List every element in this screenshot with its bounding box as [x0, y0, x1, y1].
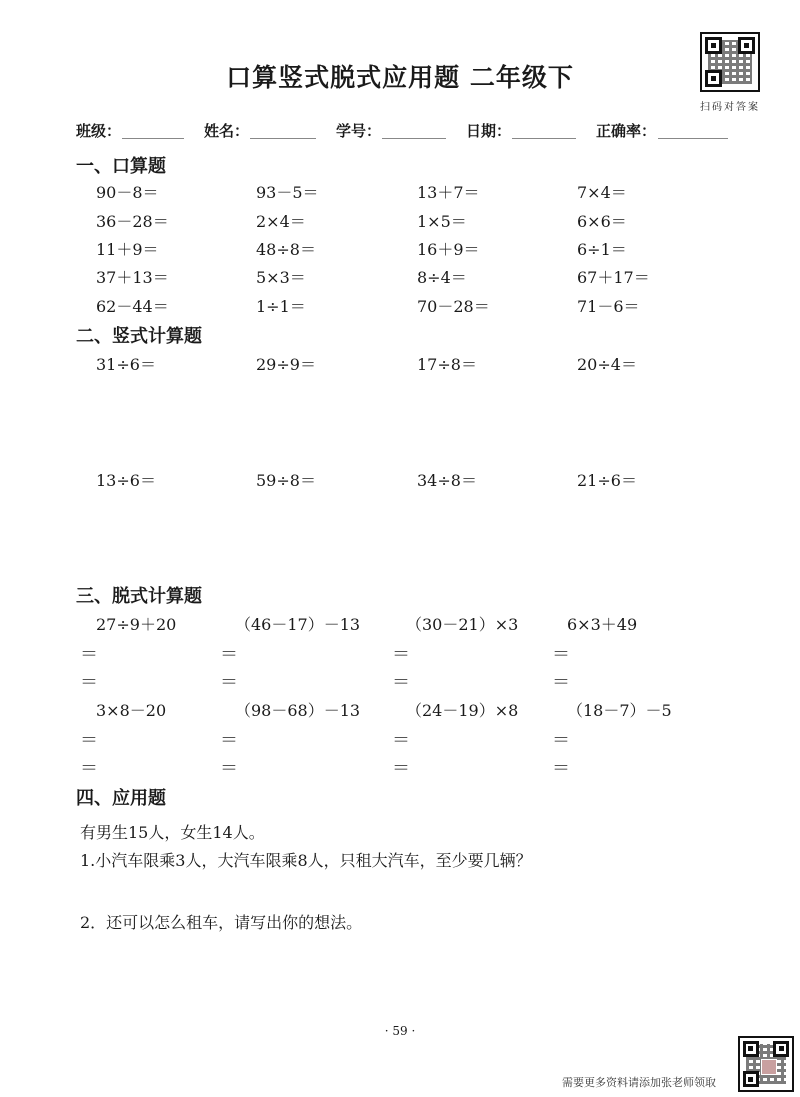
- section-stepwise-title: 三、脱式计算题: [76, 586, 202, 607]
- oral-problem: 8÷4＝: [417, 268, 467, 287]
- oral-problem: 13＋7＝: [417, 183, 480, 202]
- oral-problem: 71－6＝: [577, 297, 640, 316]
- oral-problem: 48÷8＝: [256, 240, 316, 259]
- stepwise-problem: （30－21）×3: [406, 615, 519, 634]
- equals-line: ＝: [392, 644, 410, 665]
- oral-problem: 6×6＝: [577, 212, 627, 231]
- stepwise-problem: 6×3＋49: [567, 615, 638, 634]
- equals-line: ＝: [392, 758, 410, 779]
- equals-line: ＝: [220, 672, 238, 693]
- section-oral-title: 一、口算题: [76, 156, 166, 177]
- equals-line: ＝: [392, 672, 410, 693]
- oral-problem: 62－44＝: [96, 297, 169, 316]
- accuracy-label: 正确率：: [596, 122, 657, 140]
- section-word-problem-title: 四、应用题: [76, 788, 166, 809]
- word-problem-intro: 有男生15人，女生14人。: [80, 823, 265, 842]
- stepwise-problem: （46－17）－13: [235, 615, 361, 634]
- oral-problem: 37＋13＝: [96, 268, 169, 287]
- name-blank[interactable]: [250, 138, 316, 139]
- footer-note: 需要更多资料请添加张老师领取: [562, 1076, 716, 1089]
- equals-line: ＝: [80, 644, 98, 665]
- equals-line: ＝: [220, 644, 238, 665]
- page-number: · 59 ·: [384, 1024, 416, 1038]
- stepwise-problem: 3×8－20: [96, 701, 167, 720]
- contact-qr-code-icon[interactable]: [738, 1036, 794, 1092]
- class-label: 班级：: [76, 122, 122, 140]
- section-vertical-title: 二、竖式计算题: [76, 326, 202, 347]
- oral-problem: 93－5＝: [256, 183, 319, 202]
- vertical-problem: 34÷8＝: [417, 471, 477, 490]
- date-label: 日期：: [466, 122, 512, 140]
- equals-line: ＝: [552, 644, 570, 665]
- oral-problem: 36－28＝: [96, 212, 169, 231]
- oral-problem: 5×3＝: [256, 268, 306, 287]
- stepwise-problem: （98－68）－13: [235, 701, 361, 720]
- oral-problem: 67＋17＝: [577, 268, 650, 287]
- oral-problem: 1÷1＝: [256, 297, 306, 316]
- oral-problem: 2×4＝: [256, 212, 306, 231]
- accuracy-blank[interactable]: [658, 138, 728, 139]
- page-title: 口算竖式脱式应用题 二年级下: [226, 63, 574, 92]
- equals-line: ＝: [80, 672, 98, 693]
- equals-line: ＝: [220, 730, 238, 751]
- date-blank[interactable]: [512, 138, 576, 139]
- id-label: 学号：: [336, 122, 382, 140]
- name-label: 姓名：: [204, 122, 250, 140]
- oral-problem: 7×4＝: [577, 183, 627, 202]
- equals-line: ＝: [552, 730, 570, 751]
- equals-line: ＝: [80, 730, 98, 751]
- equals-line: ＝: [80, 758, 98, 779]
- oral-problem: 1×5＝: [417, 212, 467, 231]
- oral-problem: 70－28＝: [417, 297, 490, 316]
- stepwise-problem: （18－7）－5: [567, 701, 672, 720]
- stepwise-problem: 27÷9＋20: [96, 615, 177, 634]
- id-blank[interactable]: [382, 138, 446, 139]
- oral-problem: 6÷1＝: [577, 240, 627, 259]
- answer-qr-code-icon[interactable]: [700, 32, 760, 92]
- oral-problem: 16＋9＝: [417, 240, 480, 259]
- equals-line: ＝: [220, 758, 238, 779]
- class-blank[interactable]: [122, 138, 184, 139]
- vertical-problem: 20÷4＝: [577, 355, 637, 374]
- equals-line: ＝: [552, 672, 570, 693]
- stepwise-problem: （24－19）×8: [406, 701, 519, 720]
- oral-problem: 11＋9＝: [96, 240, 159, 259]
- vertical-problem: 21÷6＝: [577, 471, 637, 490]
- equals-line: ＝: [392, 730, 410, 751]
- vertical-problem: 29÷9＝: [256, 355, 316, 374]
- vertical-problem: 13÷6＝: [96, 471, 156, 490]
- avatar-icon: [761, 1059, 777, 1075]
- vertical-problem: 31÷6＝: [96, 355, 156, 374]
- word-problem-q1: 1.小汽车限乘3人，大汽车限乘8人，只租大汽车，至少要几辆？: [80, 851, 532, 870]
- word-problem-q2: 2．还可以怎么租车，请写出你的想法。: [80, 913, 363, 932]
- vertical-problem: 59÷8＝: [256, 471, 316, 490]
- oral-problem: 90－8＝: [96, 183, 159, 202]
- qr-caption: 扫码对答案: [700, 102, 760, 113]
- equals-line: ＝: [552, 758, 570, 779]
- vertical-problem: 17÷8＝: [417, 355, 477, 374]
